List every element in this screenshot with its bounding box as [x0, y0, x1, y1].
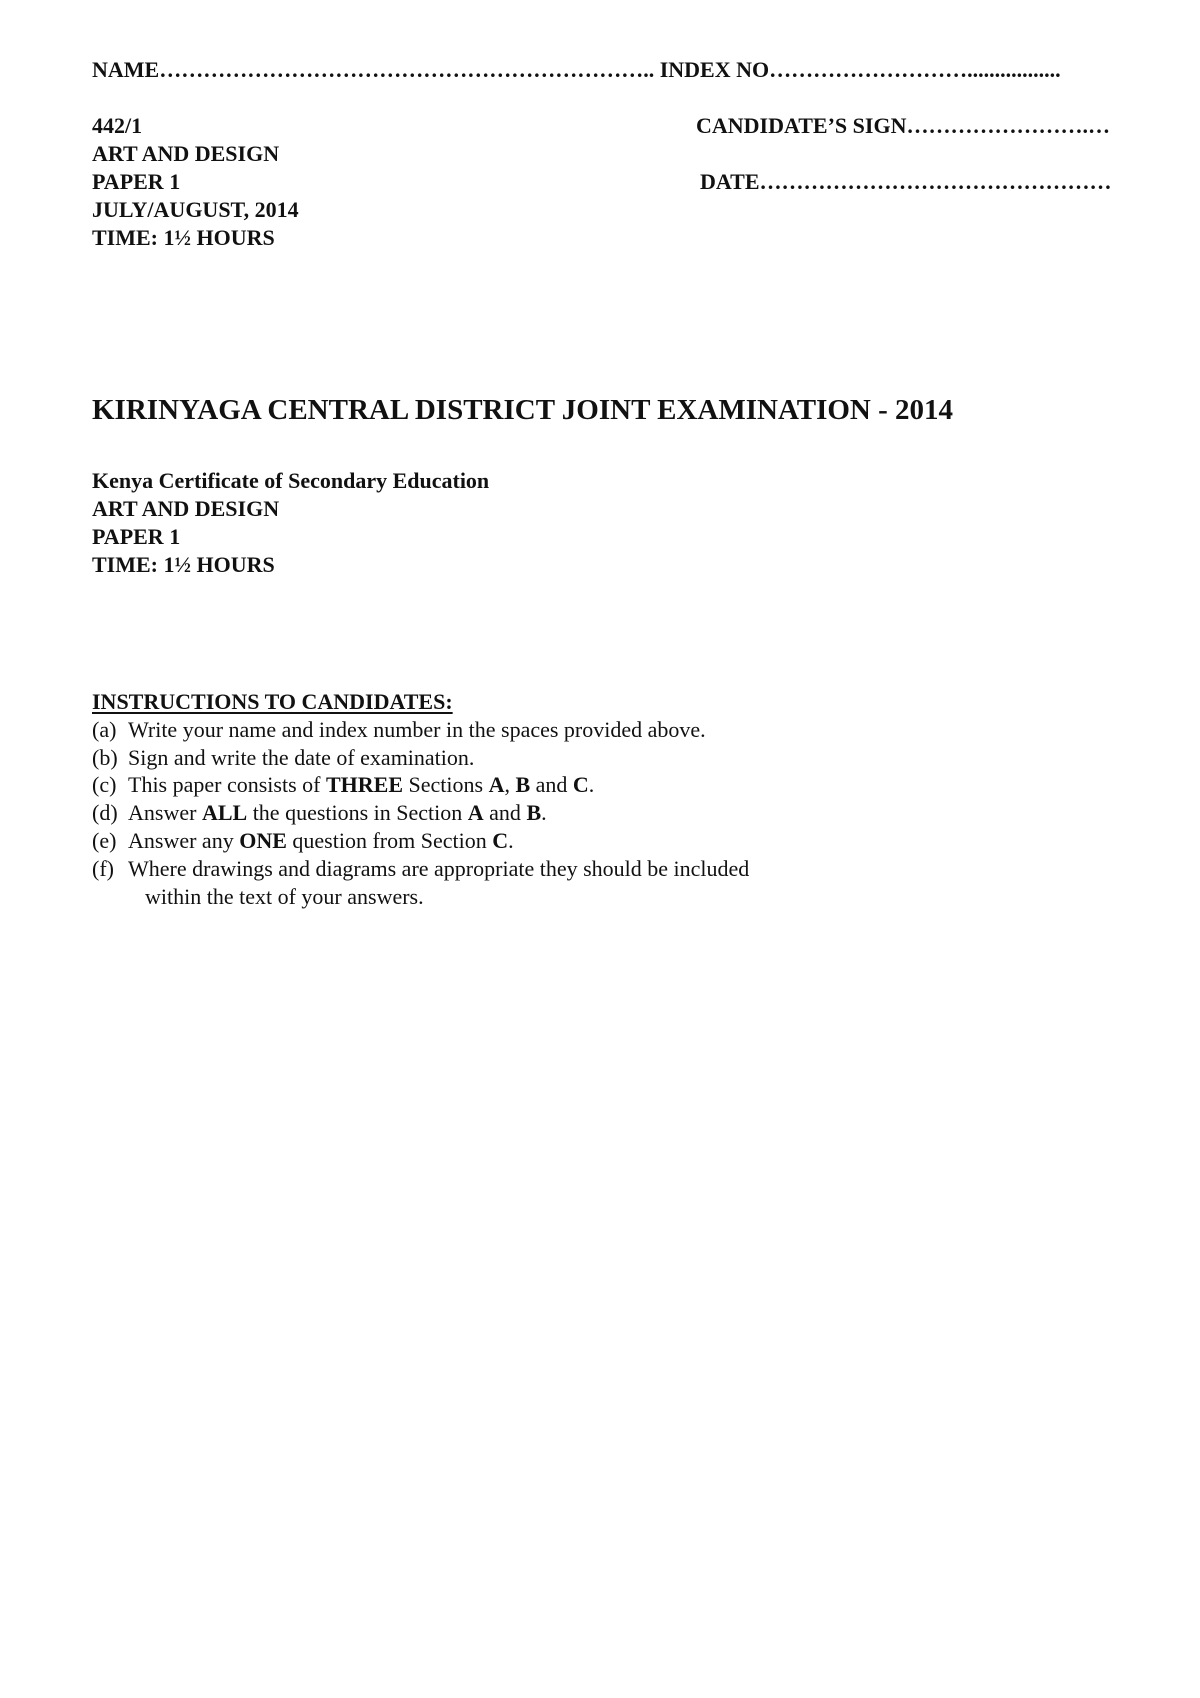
- exam-title: KIRINYAGA CENTRAL DISTRICT JOINT EXAMINATION - 2014: [92, 394, 954, 426]
- paper-repeat: PAPER 1: [92, 524, 181, 549]
- subject-label: ART AND DESIGN: [92, 141, 280, 166]
- time-label: TIME: 1½ HOURS: [92, 225, 275, 250]
- instruction-text: This paper consists of THREE Sections A, B and C.: [128, 772, 595, 798]
- instruction-text: Where drawings and diagrams are appropriate they should be included: [128, 855, 750, 881]
- instruction-text: Write your name and index number in the spaces provided above.: [128, 716, 706, 742]
- instruction-item: [92, 827, 749, 855]
- time-repeat: TIME: 1½ HOURS: [92, 552, 275, 577]
- instruction-text: Sign and write the date of examination.: [128, 744, 475, 770]
- name-index-line: NAME………………………………………………………….. INDEX NO……………………….................: [92, 57, 1061, 82]
- instruction-label: (f): [92, 855, 114, 881]
- instructions-heading: INSTRUCTIONS TO CANDIDATES:: [92, 689, 453, 714]
- instructions-block: [92, 688, 749, 910]
- instruction-item: [92, 855, 749, 883]
- instruction-label: (c): [92, 772, 117, 798]
- instruction-text: Answer any ONE question from Section C.: [128, 827, 514, 853]
- instruction-item: [92, 771, 749, 799]
- instruction-text: Answer ALL the questions in Section A and B.: [128, 800, 547, 826]
- instruction-label: (a): [92, 716, 117, 742]
- paper-label: PAPER 1: [92, 169, 181, 194]
- instruction-continuation: within the text of your answers.: [145, 883, 424, 909]
- instruction-label: (e): [92, 827, 117, 853]
- candidate-sign-line: CANDIDATE’S SIGN…………………….…: [696, 113, 1110, 138]
- subject-repeat: ART AND DESIGN: [92, 496, 280, 521]
- session-label: JULY/AUGUST, 2014: [92, 197, 299, 222]
- paper-code: 442/1: [92, 113, 143, 138]
- instruction-item: [92, 744, 749, 772]
- instruction-label: (d): [92, 800, 118, 826]
- certificate-name: Kenya Certificate of Secondary Education: [92, 468, 490, 493]
- instruction-item: [92, 716, 749, 744]
- instruction-item: [92, 799, 749, 827]
- date-line: DATE…………………………………………: [700, 169, 1112, 194]
- instruction-label: (b): [92, 744, 118, 770]
